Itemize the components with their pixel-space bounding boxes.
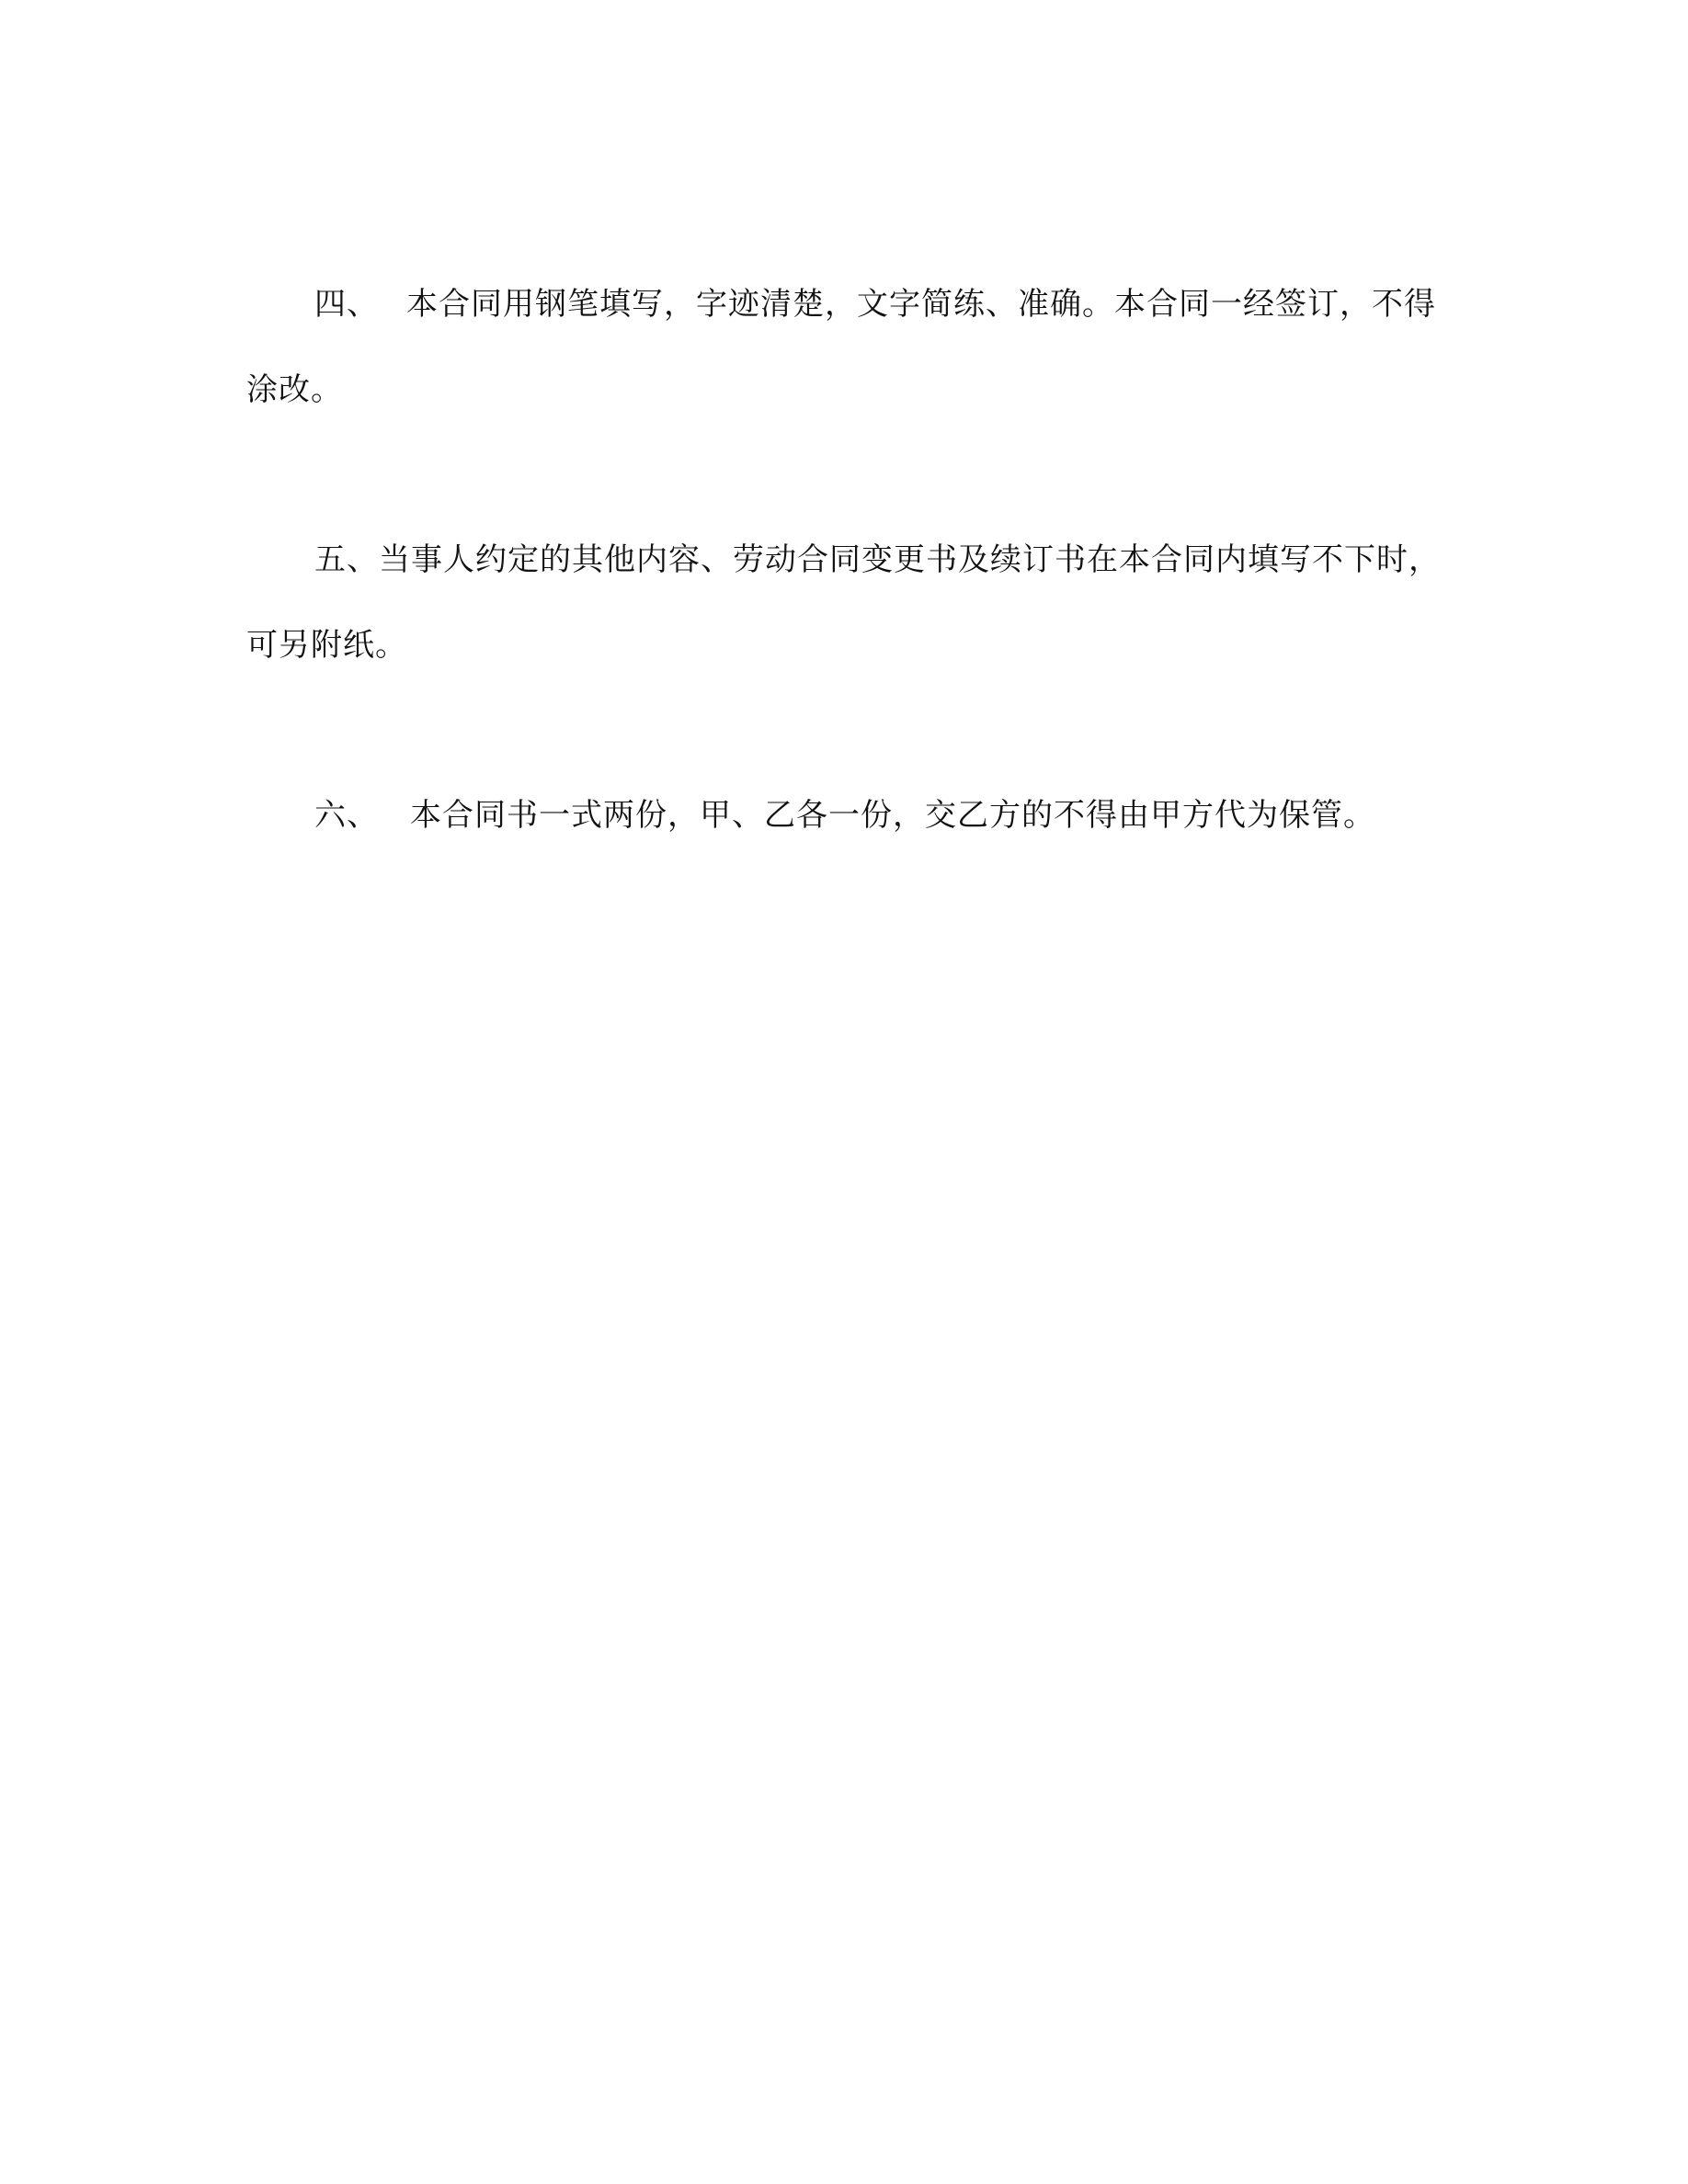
clause-5-text-line-2: 可另附纸。 — [246, 627, 407, 664]
clause-5-line-2 — [246, 625, 407, 665]
clause-6-number: 六、 — [314, 797, 379, 834]
clause-4-number: 四、 — [314, 286, 379, 323]
clause-6-text-line-1: 本合同书一式两份，甲、乙各一份，交乙方的不得由甲方代为保管。 — [410, 797, 1375, 834]
clause-4-line-2 — [246, 370, 343, 410]
clause-5-text-line-1: 当事人约定的其他内容、劳动合同变更书及续订书在本合同内填写不下时， — [379, 541, 1441, 578]
clause-6-line-1 — [314, 795, 1375, 836]
clause-4-text-line-1: 本合同用钢笔填写，字迹清楚，文字简练、准确。本合同一经签订，不得 — [406, 286, 1436, 323]
clause-4-text-line-2: 涂改。 — [246, 371, 343, 408]
clause-5-number: 五、 — [314, 541, 379, 578]
clause-4-line-1 — [314, 284, 1436, 324]
clause-5-line-1 — [314, 540, 1441, 580]
